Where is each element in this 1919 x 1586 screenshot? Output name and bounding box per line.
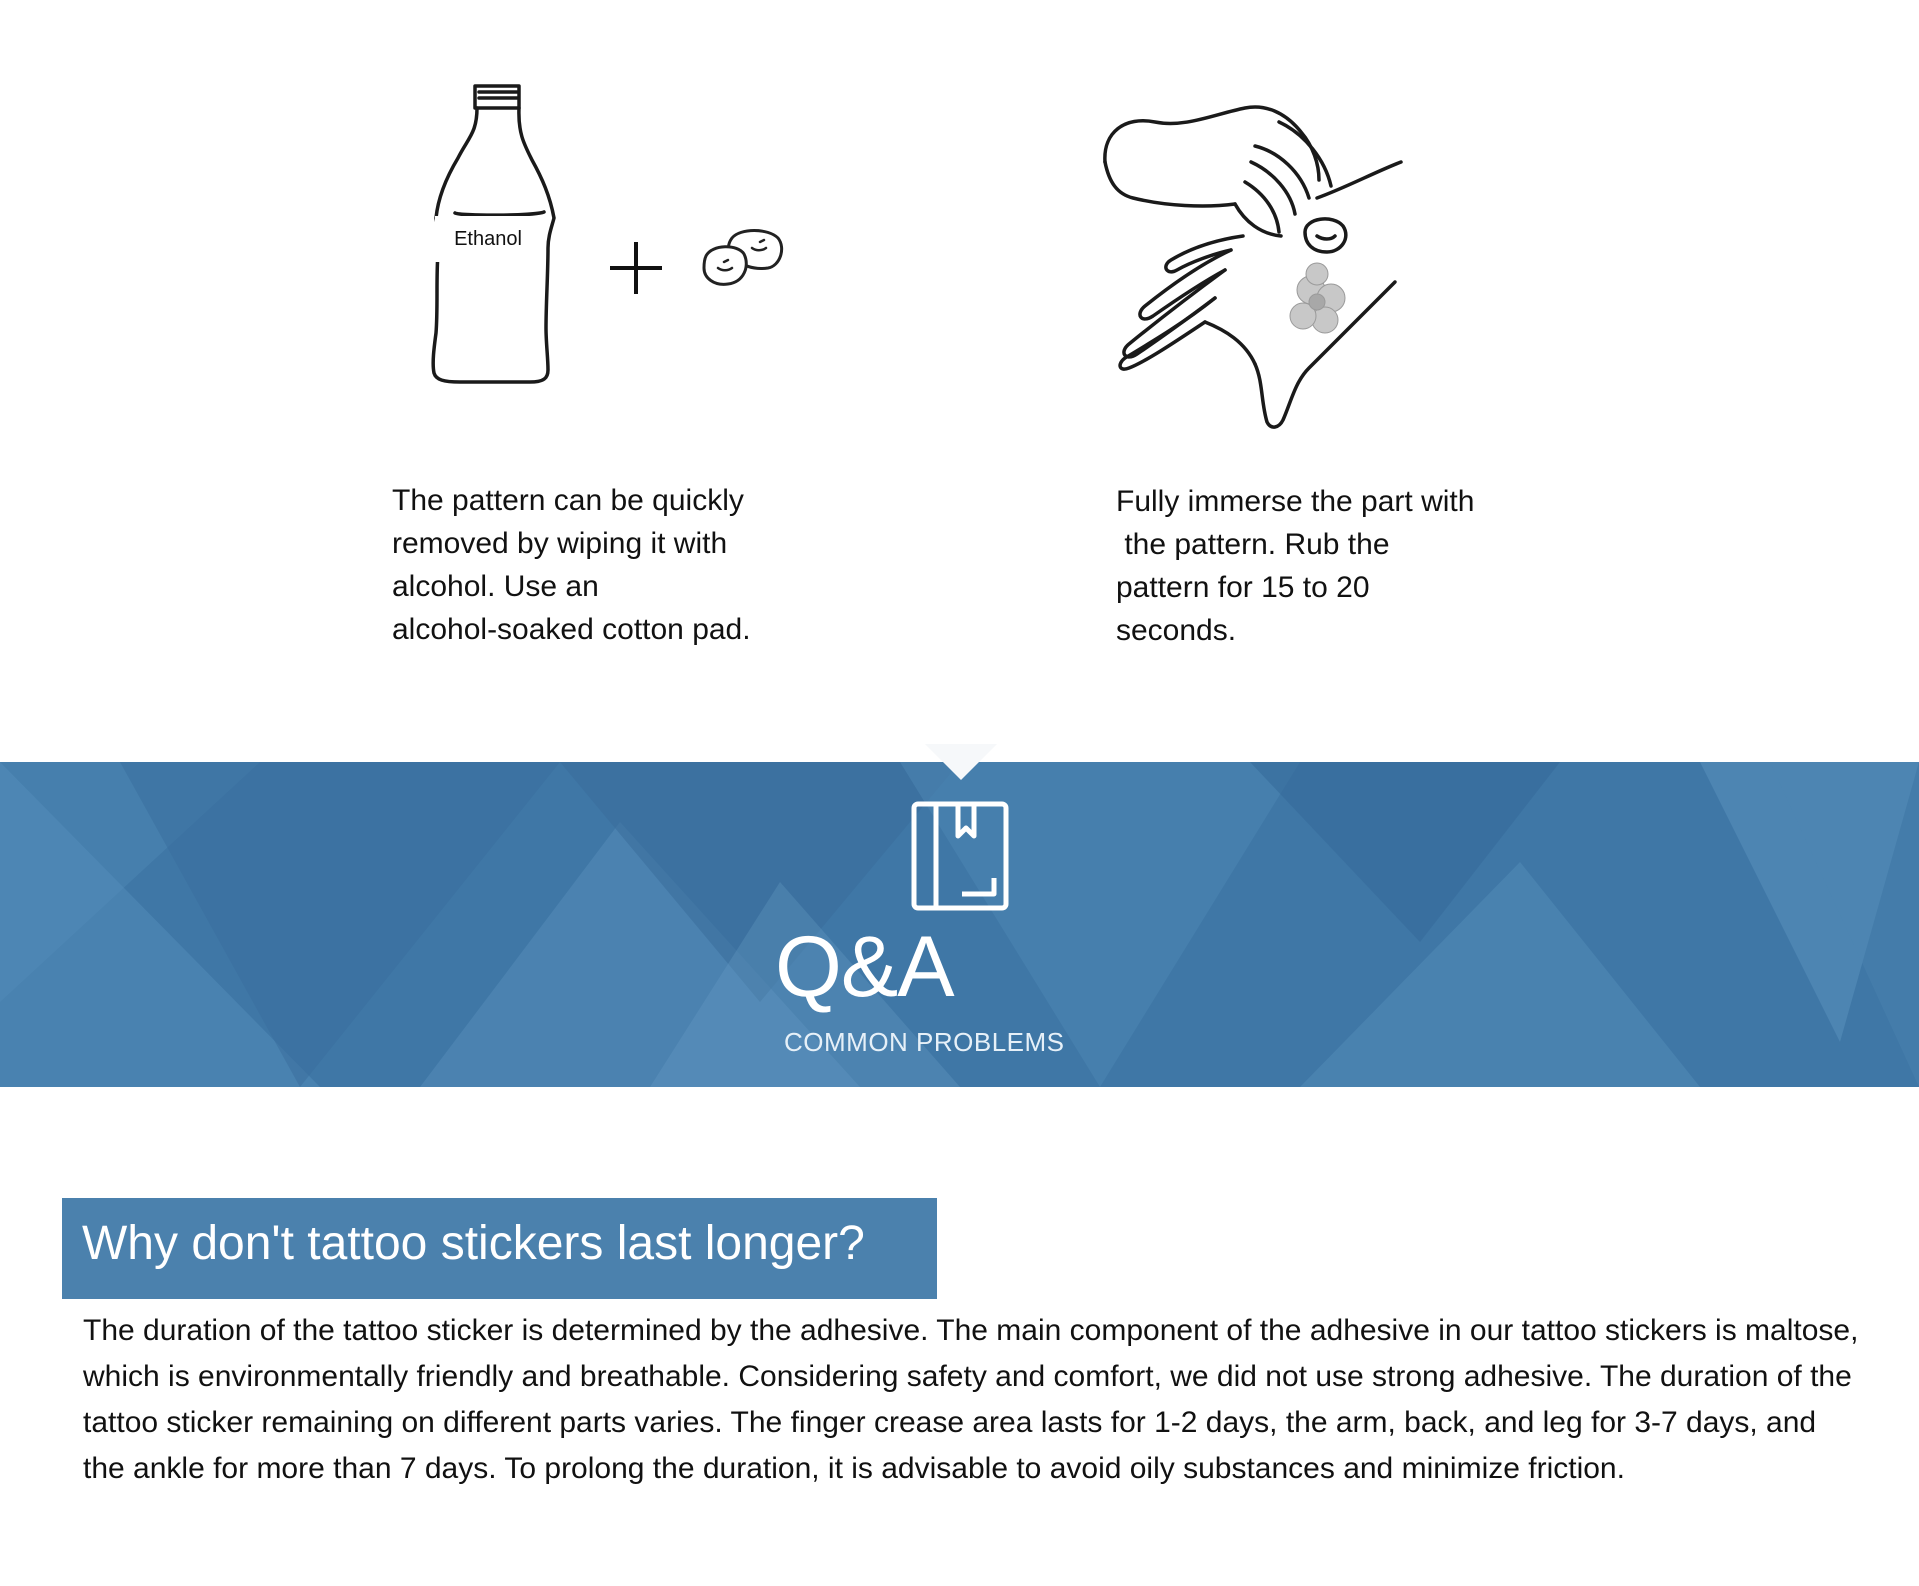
step-2-text: Fully immerse the part with the pattern. Rub the pattern for 15 to 20 seconds. [1116,485,1475,647]
bottle-label: Ethanol [435,216,541,262]
cotton-pads-icon [698,226,788,301]
qa-title: Q&A [775,919,954,1015]
question-title: Why don't tattoo stickers last longer? [82,1217,865,1270]
hand-rubbing-illustration [1095,102,1435,432]
banner-notch [925,744,997,780]
qa-subtitle: COMMON PROBLEMS [784,1027,1065,1057]
step-1-text: The pattern can be quickly removed by wiping it with alcohol. Use an alcohol-soaked cotton pad. [392,484,751,646]
plus-icon [606,240,666,301]
book-icon [910,800,1010,917]
answer-text: The duration of the tattoo sticker is determined by the adhesive. The main component of the adhesive in our tattoo stickers is maltose, which is environmentally friendly and breathable. Considering safety and comfort, we did not use strong adhesive. The duration of the tattoo sticker remaining on different parts varies. The finger crease area lasts for 1-2 days, the arm, back, and leg for 3-7 days, and the ankle for more than 7 days. To prolong the duration, it is advisable to avoid oily substances and minimize friction. [83,1314,1859,1485]
